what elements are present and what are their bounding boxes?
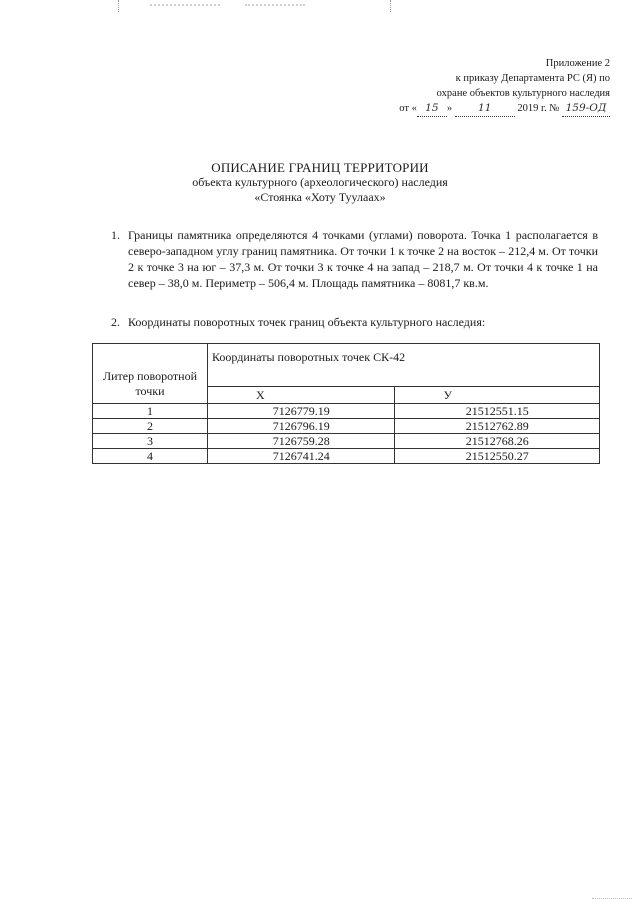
coordinates-table [92, 343, 600, 464]
document-heading [0, 160, 640, 205]
cell-x: 7126796.19 [208, 419, 395, 434]
cell-y: 21512762.89 [395, 419, 600, 434]
appendix-line-1: Приложение 2 [545, 58, 610, 69]
heading-object-name: «Стоянка «Хоту Туулаах» [254, 190, 386, 204]
paragraph-number: 2. [111, 315, 120, 329]
paragraph-text: Координаты поворотных точек границ объекта культурного наследия: [128, 315, 486, 329]
cell-x: 7126741.24 [208, 449, 395, 464]
cell-x: 7126779.19 [208, 404, 395, 419]
appendix-date-line [399, 101, 610, 117]
date-prefix: от « [399, 103, 417, 114]
scan-artifact [592, 898, 632, 899]
table-row [93, 419, 600, 434]
appendix-header [399, 56, 610, 117]
table-row [93, 404, 600, 419]
scan-artifact [390, 0, 391, 12]
date-year: 2019 г. № [517, 103, 560, 114]
date-day: 15 [417, 101, 447, 117]
cell-point: 4 [93, 449, 208, 464]
heading-subtitle: объекта культурного (археологического) наследия [192, 175, 448, 189]
cell-y: 21512551.15 [395, 404, 600, 419]
appendix-line-3: охране объектов культурного наследия [436, 88, 610, 99]
scan-artifact [245, 4, 305, 6]
table-row [93, 434, 600, 449]
cell-y: 21512550.27 [395, 449, 600, 464]
paragraph-text: Границы памятника определяются 4 точками (углами) поворота. Точка 1 располагается в северо-западном углу границ памятника. От точки 1 к точке 2 на восток – 212,4 м. От точки 2 к точке 3 на юг – 37,3 м. От точки 3 к точке 4 на запад – 218,7 м. От точки 4 к точке 1 на север – 38,0 м. Периметр – 506,4 м. Площадь памятника – 8081,7 кв.м. [128, 228, 598, 290]
appendix-line-2: к приказу Департамента РС (Я) по [455, 73, 610, 84]
cell-point: 2 [93, 419, 208, 434]
date-separator: » [446, 103, 453, 114]
heading-title: ОПИСАНИЕ ГРАНИЦ ТЕРРИТОРИИ [211, 160, 429, 175]
paragraph-number: 1. [111, 228, 120, 242]
paragraph-coordinates-intro [111, 314, 598, 330]
order-number: 159-ОД [562, 101, 610, 117]
header-coordinates-group: Координаты поворотных точек СК-42 [208, 344, 600, 387]
cell-x: 7126759.28 [208, 434, 395, 449]
paragraph-boundaries [111, 227, 598, 291]
header-x: X [208, 387, 395, 404]
scan-artifact [150, 4, 220, 6]
cell-point: 1 [93, 404, 208, 419]
header-y: У [395, 387, 600, 404]
cell-point: 3 [93, 434, 208, 449]
date-month: 11 [455, 101, 515, 117]
table-row [93, 449, 600, 464]
cell-y: 21512768.26 [395, 434, 600, 449]
header-point-column: Литер поворотной точки [93, 344, 208, 404]
table-header-row [93, 344, 600, 387]
scan-artifact [118, 0, 119, 12]
